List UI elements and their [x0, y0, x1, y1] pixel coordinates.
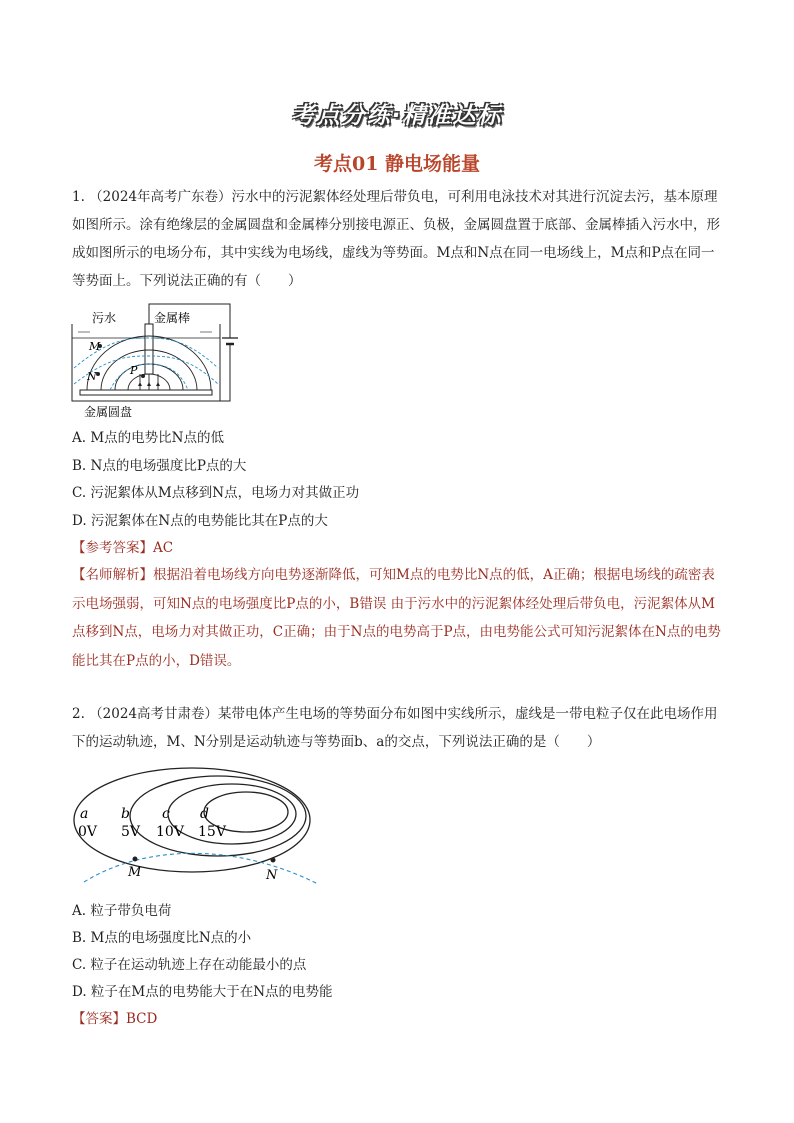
q1-option-b: B. N点的电场强度比P点的大 — [72, 458, 247, 474]
label-b: b — [121, 806, 130, 822]
wire-right — [216, 344, 230, 401]
equipotential-a — [74, 768, 310, 872]
q1-option-a: A. M点的电势比N点的低 — [72, 430, 224, 446]
label-water: 污水 — [92, 311, 117, 325]
section-title: 考点01 静电场能量 — [313, 153, 481, 175]
label-a: a — [80, 806, 89, 822]
q2-answer: 【答案】BCD — [72, 1011, 158, 1027]
q2-option-c: C. 粒子在运动轨迹上存在动能最小的点 — [72, 957, 307, 973]
label-p: P — [130, 364, 138, 377]
metal-disk — [80, 390, 212, 395]
label-m: M — [89, 340, 101, 353]
q2-option-a: A. 粒子带负电荷 — [72, 903, 172, 919]
q1-analysis: 【名师解析】根据沿着电场线方向电势逐渐降低，可知M点的电势比N点的低，A正确；根据电场线的疏密表示电场强弱，可知N点的电场强度比P点的小，B错误 由于污水中的污泥絮体经处理后带负电，污泥絮体从M点移到N点，电场力对其做正功，C正确；由于N点的电势高于P点，由电势能公式可知污泥絮体在N点的电势能比其在P点的小，D错误。 — [72, 567, 721, 669]
label-disk: 金属圆盘 — [84, 405, 133, 418]
metal-rod — [145, 324, 153, 374]
q1-answer: 【参考答案】AC — [72, 540, 174, 556]
q2-figure — [70, 762, 330, 892]
equipotential-b — [130, 776, 306, 856]
label-10v: 10V — [156, 824, 184, 840]
label-15v: 15V — [198, 824, 226, 840]
point-m — [133, 857, 138, 862]
banner-title: 考点分练·精准达标 — [291, 103, 503, 129]
q2-option-d: D. 粒子在M点的电势能大于在N点的电势能 — [72, 984, 333, 1000]
q1-option-d: D. 污泥絮体在N点的电势能比其在P点的大 — [72, 513, 328, 529]
label-d: d — [200, 806, 209, 822]
q2-option-b: B. M点的电场强度比N点的小 — [72, 930, 252, 946]
trajectory — [84, 853, 318, 884]
label-rod: 金属棒 — [154, 311, 191, 325]
label-0v: 0V — [78, 824, 98, 840]
label-c: c — [162, 806, 170, 822]
label-5v: 5V — [121, 824, 141, 840]
q1-stem: 1. （2024年高考广东卷）污水中的污泥絮体经处理后带负电，可利用电泳技术对其进行沉淀去污，基本原理如图所示。涂有绝缘层的金属圆盘和金属棒分别接电源正、负极，金属圆盘置于底部、金属棒插入污水中，形成如图所示的电场分布，其中实线为电场线，虚线为等势面。M点和N点在同一电场线上，M点和P点在同一等势面上。下列说法正确的有（ ） — [72, 189, 720, 289]
label-m: M — [128, 865, 142, 880]
q1-figure — [70, 296, 250, 418]
label-n: N — [87, 370, 97, 383]
q2-stem: 2. （2024高考甘肃卷）某带电体产生电场的等势面分布如图中实线所示，虚线是一带电粒子仅在此电场作用下的运动轨迹，M、N分别是运动轨迹与等势面b、a的交点，下列说法正确的是（ ） — [72, 706, 718, 750]
point-n — [271, 858, 276, 863]
label-n: N — [266, 868, 278, 883]
point-p — [141, 374, 145, 378]
q1-option-c: C. 污泥絮体从M点移到N点，电场力对其做正功 — [72, 485, 360, 501]
